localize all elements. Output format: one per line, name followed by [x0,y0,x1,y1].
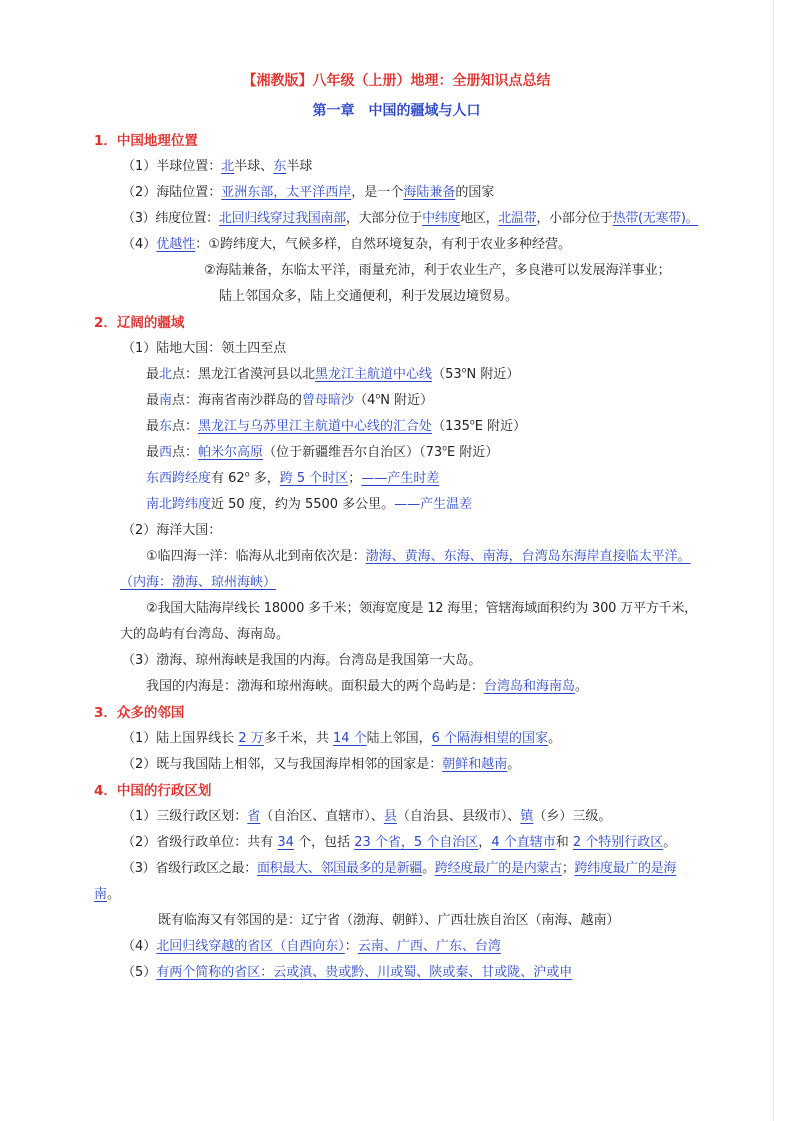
text: 最 [146,367,160,382]
text: ，大部分位于 [345,211,423,226]
advantage-line-3: 陆上邻国众多，陆上交通便利，利于发展边境贸易。 [219,289,519,304]
answer: 14 个 [332,731,367,746]
answer: 热带(无寒带)。 [612,211,699,226]
answer: 有两个简称的省区：云或滇、贵或黔、川或蜀、陕或秦、甘或陇、沪或申 [156,965,573,980]
answer: 北温带 [498,211,537,226]
text: N 附近） [466,367,520,382]
answer: 海陆兼备 [403,185,456,200]
direction: 西 [159,445,173,460]
text: 有 62 [211,471,245,486]
dual-neighbors-line [122,756,520,774]
text: （1）半球位置： [122,159,222,174]
answer: 面积最大、邻国最多的是新疆 [256,861,423,876]
text: 。 [507,757,521,772]
text: （2）省级行政单位：共有 [122,835,278,850]
answer: 朝鲜和越南 [442,757,508,772]
degree: o [442,443,448,453]
direction: 南 [159,393,173,408]
text: （自治区、直辖市）、 [260,809,384,824]
inland-sea-line: （3）渤海、琼州海峡是我国的内海。台湾岛是我国第一大岛。 [122,653,482,668]
answer: 6 个隔海相望的国家 [431,731,549,746]
ocean-country-line: （2）海洋大国： [122,523,222,538]
text: 我国的内海是：渤海和琼州海峡。面积最大的两个岛屿是： [146,679,485,694]
answer: 黑龙江主航道中心线 [315,367,433,382]
text: N 附近） [380,393,434,408]
latitude-line [122,210,698,228]
text: （3）省级行政区之最： [122,861,257,876]
answer: 曾母暗沙 [302,393,355,408]
text: 点：海南省南沙群岛的 [172,393,303,408]
text: （53 [432,367,462,382]
answer: 2 万 [238,731,264,746]
text: 点： [172,445,199,460]
text: 最 [146,393,160,408]
text: 陆上邻国， [366,731,432,746]
answer: ——产生温差 [394,497,473,512]
border-line [122,730,561,748]
tropic-provinces-line [122,938,501,956]
degree: o [469,417,475,427]
text: （135 [432,419,470,434]
south-point-line [146,392,433,410]
islands-line: 大的岛屿有台湾岛、海南岛。 [120,627,290,642]
latitude-span-line [146,496,472,514]
answer: 省 [247,809,261,824]
text: ； [348,471,362,486]
answer: 帕米尔高原 [198,445,264,460]
answer: 北回归线穿过我国南部 [218,211,346,226]
text: 点： [172,419,199,434]
text: 个，包括 [293,835,355,850]
text: 的国家 [455,185,495,200]
degree: o [375,391,381,401]
text: 。 [575,679,589,694]
text: ， [478,835,492,850]
answer: 中纬度 [422,211,461,226]
direction: 东 [159,419,173,434]
chapter-title: 第一章 中国的疆域与人口 [312,103,481,119]
degree: o [461,365,467,375]
section-heading-administration: 4．中国的行政区划 [94,783,212,799]
text: （1）陆上国界线长 [122,731,239,746]
answer: 34 [277,835,294,850]
coastal-border-provinces-line: 既有临海又有邻国的是：辽宁省（渤海、朝鲜）、广西壮族自治区（南海、越南） [158,913,620,928]
provincial-units-line [122,834,676,852]
answer: 云南、广西、广东、台湾 [357,939,501,954]
text: （4 [354,393,376,408]
text: E 附近） [447,445,499,460]
west-point-line [146,444,498,462]
answer: 跨 5 个时区 [279,471,349,486]
advantage-line-2: ②海陆兼备，东临太平洋，雨量充沛，利于农业生产，多良港可以发展海洋事业； [204,263,671,278]
answer: 南 [94,887,108,902]
answer: 4 个直辖市 [491,835,556,850]
answer: 县 [383,809,397,824]
text: 多， [249,471,280,486]
dual-abbreviation-line [122,964,572,982]
text: 点：黑龙江省漠河县以北 [172,367,316,382]
text: （自治县、县级市）、 [396,809,521,824]
text: （2）海陆位置： [122,185,222,200]
text: 。 [422,861,435,876]
direction: 北 [159,367,173,382]
text: 最 [146,445,160,460]
degree: o [244,469,250,479]
north-point-line [146,366,519,384]
answer: 跨经度最广的是内蒙古 [434,861,562,876]
text: 最 [146,419,160,434]
four-seas-line [146,548,691,566]
text: （4） [122,939,157,954]
answer: 北 [221,159,235,174]
section-heading-location: 1．中国地理位置 [94,133,198,149]
text: （乡）三级。 [533,809,612,824]
keyword: 东西跨经度 [146,471,212,486]
section-heading-territory: 2．辽阔的疆域 [94,315,185,331]
text: （1）三级行政区划： [122,809,248,824]
text: ： [344,939,358,954]
text: 多千米，共 [263,731,333,746]
text: （3）纬度位置： [122,211,219,226]
largest-islands-line [146,678,588,696]
answer: 23 个省，5 个自治区 [354,835,479,850]
text: （2）既与我国陆上相邻，又与我国海岸相邻的国家是： [122,757,443,772]
provincial-superlatives-line-2 [94,886,120,904]
answer: 渤海、黄海、东海、南海，台湾岛东海岸直接临太平洋。 [365,549,691,564]
page-edge [773,0,774,1121]
east-point-line [146,418,526,436]
answer: ——产生时差 [361,471,440,486]
text: 和 [555,835,573,850]
text: 。 [107,887,121,902]
text: ：①跨纬度大，气候多样，自然环境复杂，有利于农业多种经营。 [195,237,571,252]
sea-land-line [122,184,494,202]
keyword: 南北跨纬度 [146,497,212,512]
answer: 镇 [520,809,534,824]
answer: 东 [273,159,287,174]
hemisphere-line [122,158,312,176]
land-country-line: （1）陆地大国：领土四至点 [122,341,287,356]
answer: 2 个特别行政区 [572,835,664,850]
text: （4） [122,237,157,252]
answer: 黑龙江与乌苏里江主航道中心线的汇合处 [198,419,433,434]
text: ，小部分位于 [536,211,613,226]
text: 。 [548,731,562,746]
answer: 台湾岛和海南岛 [484,679,576,694]
section-heading-neighbors: 3．众多的邻国 [94,705,185,721]
text: 半球 [286,159,313,174]
three-levels-line [122,808,611,826]
answer: 跨纬度最广的是海 [574,861,677,876]
text: 半球、 [234,159,274,174]
text: 。 [663,835,677,850]
document-title: 【湘教版】八年级（上册）地理：全册知识点总结 [242,73,551,89]
text: ，是一个 [351,185,404,200]
text: ； [561,861,575,876]
text: （5） [122,965,157,980]
text: （位于新疆维吾尔自治区）（73 [263,445,443,460]
longitude-span-line [146,470,439,488]
text: E 附近） [474,419,527,434]
text: 地区， [460,211,499,226]
text: 近 50 度，约为 5500 多公里。 [211,497,395,512]
coastline-line: ②我国大陆海岸线长 18000 多千米；领海宽度是 12 海里；管辖海域面积约为 300 万平方千米， [146,601,697,616]
inland-seas-line: （内海：渤海、琼州海峡） [120,575,277,590]
answer: 北回归线穿越的省区（自西向东） [156,939,345,954]
advantage-line [122,236,571,254]
answer: 亚洲东部，太平洋西岸 [221,185,352,200]
provincial-superlatives-line [122,860,676,878]
answer: 优越性 [156,237,196,252]
text: ①临四海一洋：临海从北到南依次是： [146,549,366,564]
